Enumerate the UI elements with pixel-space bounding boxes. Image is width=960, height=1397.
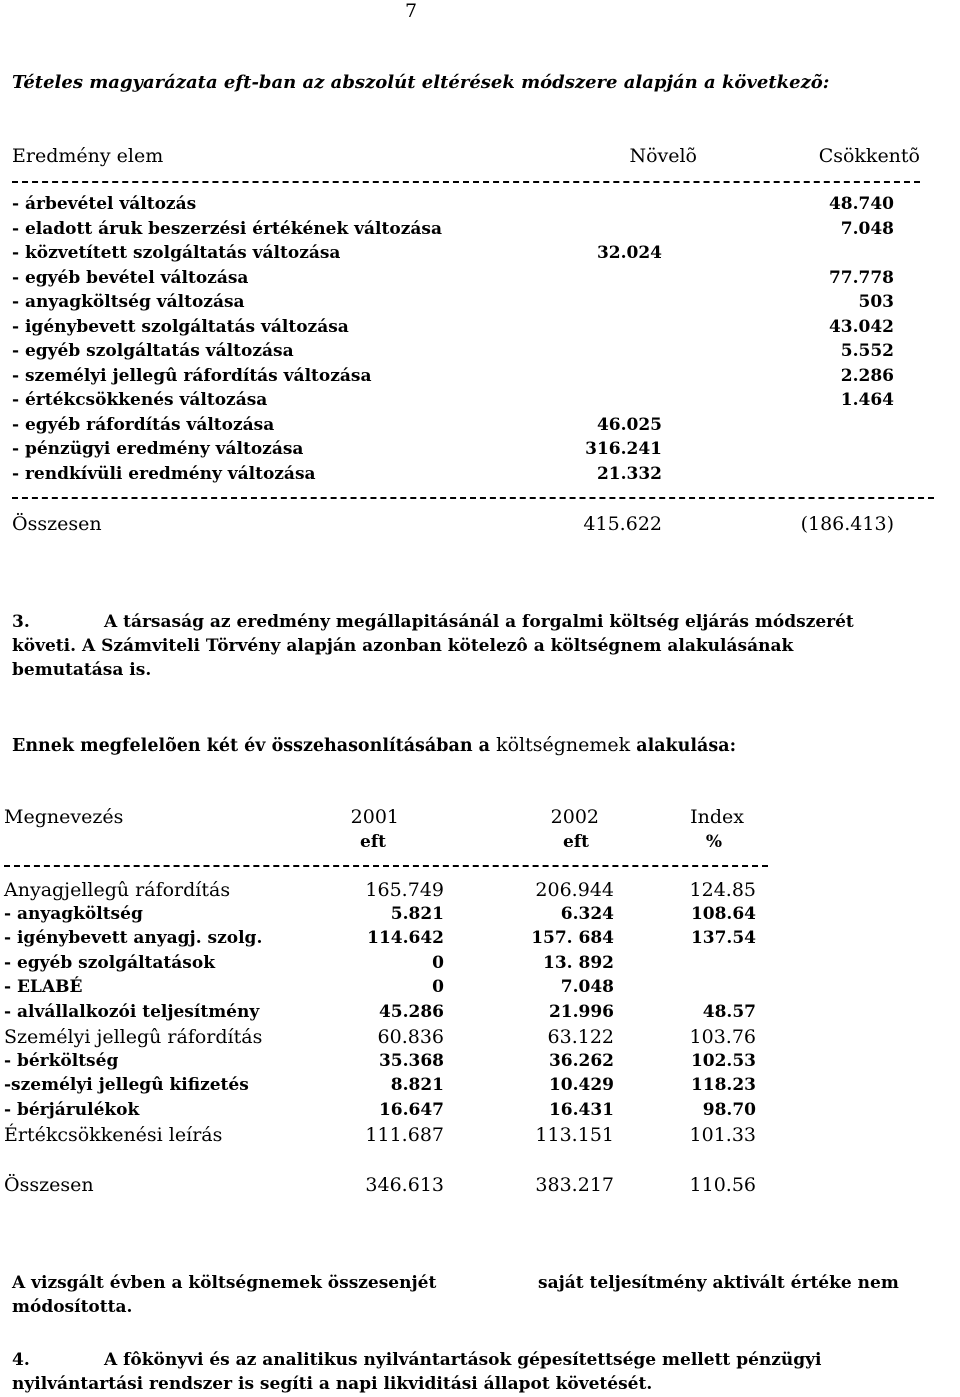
row-name: - egyéb szolgáltatások [4,952,215,973]
section4-line1: A fôkönyvi és az analitikus nyilvántartások gépesítettsége mellett pénzügyi [104,1350,822,1370]
table-row [12,341,952,365]
total-2001: 346.613 [365,1174,444,1196]
row-name: Értékcsökkenési leírás [4,1124,223,1146]
row-decrease: 5.552 [840,341,894,361]
row-name: - bérköltség [4,1050,119,1071]
table-row [4,1100,764,1124]
row-label: - árbevétel változás [12,194,197,214]
row-2001: 114.642 [367,928,444,948]
row-decrease: 7.048 [840,218,894,239]
row-label: - igénybevett szolgáltatás változása [12,316,349,337]
table2-total-row [4,1174,764,1198]
table-row [12,390,952,414]
col-header-name: Megnevezés [4,806,124,828]
row-name: - bérjárulékok [4,1099,140,1120]
row-2001: 0 [432,952,444,973]
total-label: Összesen [12,513,102,535]
note-line2: módosította. [12,1297,133,1317]
row-decrease: 2.286 [840,365,894,386]
note-line1-part2: saját teljesítmény aktivált értéke nem [538,1273,899,1293]
table-row [4,977,764,1001]
section4-line2: nyilvántartási rendszer is segíti a napi likviditási állapot követését. [12,1374,653,1394]
row-label: - anyagköltség változása [12,292,245,312]
row-label: - egyéb ráfordítás változása [12,414,275,435]
divider [12,497,934,499]
section3-line1: A társaság az eredmény megállapitásánál a forgalmi költség eljárás módszerét [104,612,854,632]
row-2002: 6.324 [560,903,614,924]
row-2002: 206.944 [535,879,614,901]
row-index: 108.64 [690,903,756,924]
table-row [4,953,764,977]
table-row [4,1026,764,1050]
table-row [4,1124,764,1148]
row-increase: 21.332 [596,463,662,484]
section3-paragraph [12,610,952,682]
row-name: Személyi jellegû ráfordítás [4,1026,263,1048]
row-2001: 16.647 [378,1099,444,1120]
row-2002: 21.996 [548,1001,614,1022]
row-index: 118.23 [690,1075,756,1095]
row-decrease: 77.778 [828,267,894,288]
row-label: - rendkívüli eredmény változása [12,463,316,484]
table-row [12,268,952,292]
table2-header [4,806,764,830]
total-2002: 383.217 [535,1174,614,1196]
row-2001: 0 [432,977,444,997]
total-increase: 415.622 [583,513,662,535]
row-name: - alvállalkozói teljesítmény [4,1001,260,1022]
row-decrease: 1.464 [840,390,894,410]
row-2001: 8.821 [390,1075,444,1095]
row-2001: 35.368 [378,1050,444,1071]
row-name: -személyi jellegû kifizetés [4,1075,249,1095]
intro-part2: költségnemek [496,734,631,756]
table-row [12,243,952,267]
row-2002: 157. 684 [531,928,614,948]
intro-part3: alakulása: [630,736,737,756]
row-2001: 5.821 [390,903,444,924]
section3-rest: követi. A Számviteli Törvény alapján azonban kötelezô a költségnem alakulásának bemutatása is. [12,636,794,680]
row-index: 48.57 [702,1001,756,1022]
row-index: 98.70 [702,1099,756,1120]
table2-units [4,832,764,856]
table2-intro [12,734,736,756]
row-index: 101.33 [689,1124,756,1146]
total-index: 110.56 [689,1174,756,1196]
row-2002: 16.431 [548,1099,614,1120]
total-name: Összesen [4,1174,94,1196]
divider [12,181,920,183]
total-decrease: (186.413) [800,513,894,535]
row-2001: 165.749 [365,879,444,901]
row-name: - ELABÉ [4,977,83,997]
row-increase: 316.241 [585,439,662,459]
section-title: Tételes magyarázata eft-ban az abszolút eltérések módszere alapján a következõ: [12,72,830,93]
row-index: 102.53 [690,1050,756,1071]
row-decrease: 43.042 [828,316,894,337]
table-row [4,928,764,952]
row-label: - pénzügyi eredmény változása [12,439,304,459]
section4-number: 4. [12,1350,30,1370]
row-decrease: 503 [858,292,894,312]
row-increase: 32.024 [596,243,662,263]
col-header-index: Index [690,806,744,828]
row-index: 137.54 [690,928,756,948]
table-row [4,1051,764,1075]
row-2001: 111.687 [365,1124,444,1146]
table1-header [12,145,952,169]
table-row [12,415,952,439]
table-row [4,879,764,903]
page-number: 7 [405,0,418,22]
table-row [12,366,952,390]
table-row [4,904,764,928]
row-decrease: 48.740 [828,194,894,214]
row-index: 103.76 [689,1026,756,1048]
table-row [4,1075,764,1099]
table-row [12,292,952,316]
unit-2001: eft [360,832,386,852]
table-row [12,464,952,488]
row-2002: 113.151 [535,1124,614,1146]
row-2002: 7.048 [560,977,614,997]
col-header-2002: 2002 [550,806,599,828]
row-2002: 10.429 [548,1075,614,1095]
col-header-decrease: Csökkentõ [818,145,920,167]
row-label: - egyéb szolgáltatás változása [12,341,294,361]
table-row [12,219,952,243]
row-2002: 36.262 [548,1050,614,1071]
table-row [12,194,952,218]
col-header-2001: 2001 [350,806,399,828]
section3-number: 3. [12,612,30,632]
unit-2002: eft [563,832,589,852]
row-index: 124.85 [689,879,756,901]
row-label: - egyéb bevétel változása [12,267,249,288]
intro-part1: Ennek megfelelõen két év összehasonlításában a [12,736,497,756]
note-line1-part1: A vizsgált évben a költségnemek összesenjét [12,1273,437,1293]
divider [4,865,768,867]
row-2001: 60.836 [377,1026,444,1048]
row-label: - értékcsökkenés változása [12,390,268,410]
row-increase: 46.025 [596,414,662,435]
table-row [12,439,952,463]
row-2002: 13. 892 [543,952,614,973]
unit-index: % [705,832,722,852]
col-header-increase: Növelõ [629,145,697,167]
table-row [12,317,952,341]
row-label: - közvetített szolgáltatás változása [12,243,341,263]
table1-total-row [12,513,952,537]
row-name: - anyagköltség [4,903,143,924]
table-row [4,1002,764,1026]
row-label: - személyi jellegû ráfordítás változása [12,365,372,386]
row-label: - eladott áruk beszerzési értékének változása [12,218,442,239]
row-2001: 45.286 [378,1001,444,1022]
row-name: - igénybevett anyagj. szolg. [4,928,263,948]
row-2002: 63.122 [547,1026,614,1048]
col-header-item: Eredmény elem [12,145,164,167]
row-name: Anyagjellegû ráfordítás [4,879,231,901]
